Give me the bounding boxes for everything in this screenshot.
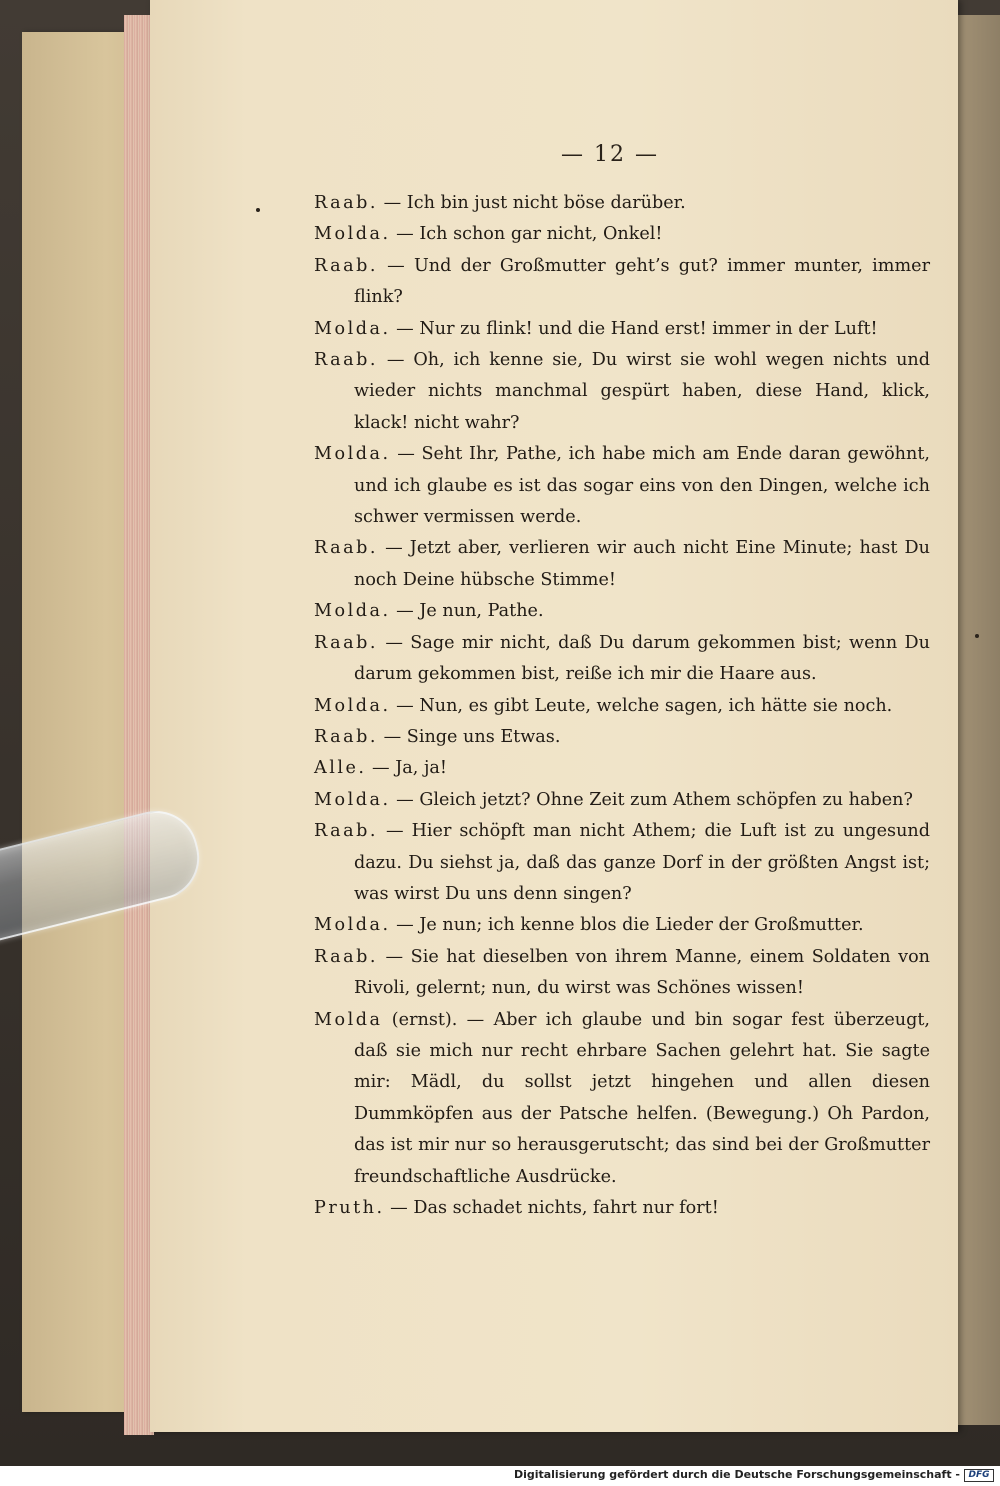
dialogue-line: — Singe uns Etwas.: [377, 726, 561, 747]
dialogue-line: — Seht Ihr, Pathe, ich habe mich am Ende daran gewöhnt, und ich glaube es ist das sogar eins von den Dingen, welche ich schwer vermissen werde.: [354, 444, 930, 528]
dialogue-entry: [314, 816, 930, 910]
footer-bar: [0, 1466, 1000, 1486]
dialogue-entry: [314, 910, 930, 941]
funding-credit: Digitalisierung gefördert durch die Deutsche Forschungsgemeinschaft -: [513, 1468, 960, 1481]
speaker-name: Molda.: [314, 789, 391, 810]
dialogue-line: — Ich schon gar nicht, Onkel!: [390, 224, 663, 245]
dialogue-line: — Ich bin just nicht böse darüber.: [377, 193, 686, 213]
dialogue-entry: [314, 1005, 930, 1193]
dialogue-line: — Je nun; ich kenne blos die Lieder der Großmutter.: [390, 915, 864, 936]
dialogue-line: — Hier schöpft man nicht Athem; die Luft ist zu ungesund dazu. Du siehst ja, daß das ganze Dorf in der größten Angst ist; was wirst Du uns denn singen?: [354, 821, 930, 904]
speaker-name: Raab.: [314, 632, 378, 653]
dialogue-entry: [314, 251, 930, 314]
speaker-name: Molda.: [314, 915, 391, 936]
dialogue-entry: [314, 533, 930, 596]
dialogue-entry: [314, 722, 930, 753]
page-number: — 12 —: [561, 142, 659, 167]
speaker-name: Raab.: [314, 726, 378, 747]
dfg-logo: DFG: [964, 1469, 994, 1482]
dialogue-line: (ernst). — Aber ich glaube und bin sogar fest überzeugt, daß sie mich nur recht ehrbare Sachen gelehrt hat. Sie sagte mir: Mädl, du sollst jetzt hingehen und allen diesen Dummköpfen aus der Patsche helfen. (Bewegung.) Oh Pardon, das ist mir nur so herausgerutscht; das sind bei der Großmutter freundschaftliche Ausdrücke.: [354, 1009, 930, 1187]
speaker-name: Molda.: [314, 444, 391, 465]
speaker-name: Raab.: [314, 946, 378, 967]
dialogue-entry: [314, 628, 930, 691]
dialogue-entry: [314, 785, 930, 816]
dialogue-line: — Gleich jetzt? Ohne Zeit zum Athem schöpfen zu haben?: [390, 789, 913, 810]
dialogue-line: — Oh, ich kenne sie, Du wirst sie wohl wegen nichts und wieder nichts manchmal gespürt haben, diese Hand, klick, klack! nicht wahr?: [354, 350, 930, 433]
dialogue-entry: [314, 1193, 930, 1224]
dialogue-line: — Und der Großmutter geht’s gut? immer munter, immer flink?: [354, 255, 930, 308]
speaker-name: Molda.: [314, 224, 391, 245]
speaker-name: Raab.: [314, 255, 378, 276]
dialogue-line: — Je nun, Pathe.: [390, 601, 544, 622]
speaker-name: Pruth.: [314, 1198, 385, 1218]
dialogue-line: — Nur zu flink! und die Hand erst! immer in der Luft!: [390, 318, 878, 339]
speaker-name: Raab.: [314, 538, 378, 559]
dialogue-entry: [314, 596, 930, 627]
dialogue-entry: [314, 219, 930, 250]
dialogue-entry: [314, 314, 930, 345]
dialogue-line: — Sie hat dieselben von ihrem Manne, einem Soldaten von Rivoli, gelernt; nun, du wirst was Schönes wissen!: [354, 946, 930, 999]
speaker-name: Raab.: [314, 821, 378, 842]
dialogue-entry: [314, 753, 930, 784]
dialogue-line: — Das schadet nichts, fahrt nur fort!: [384, 1198, 719, 1218]
dialogue-line: — Jetzt aber, verlieren wir auch nicht Eine Minute; hast Du noch Deine hübsche Stimme!: [354, 538, 930, 590]
dialogue-line: — Sage mir nicht, daß Du darum gekommen bist; wenn Du darum gekommen bist, reiße ich mir die Haare aus.: [354, 632, 930, 685]
dialogue-entry: [314, 942, 930, 1005]
speaker-name: Molda.: [314, 318, 391, 339]
speaker-name: Raab.: [314, 350, 378, 371]
dialogue-line: — Ja, ja!: [366, 758, 447, 779]
speaker-name: Molda: [314, 1009, 383, 1030]
dialogue-line: — Nun, es gibt Leute, welche sagen, ich hätte sie noch.: [390, 695, 893, 716]
dialogue-entry: [314, 345, 930, 439]
dialogue-entry: [314, 188, 930, 219]
speaker-name: Molda.: [314, 601, 391, 622]
speaker-name: Molda.: [314, 695, 391, 716]
stray-mark: [975, 634, 979, 638]
speaker-name: Raab.: [314, 193, 378, 213]
dialogue-entry: [314, 691, 930, 722]
speaker-name: Alle.: [314, 758, 367, 779]
dialogue-text: [314, 188, 930, 1224]
stray-mark: [256, 208, 260, 212]
dialogue-entry: [314, 439, 930, 533]
